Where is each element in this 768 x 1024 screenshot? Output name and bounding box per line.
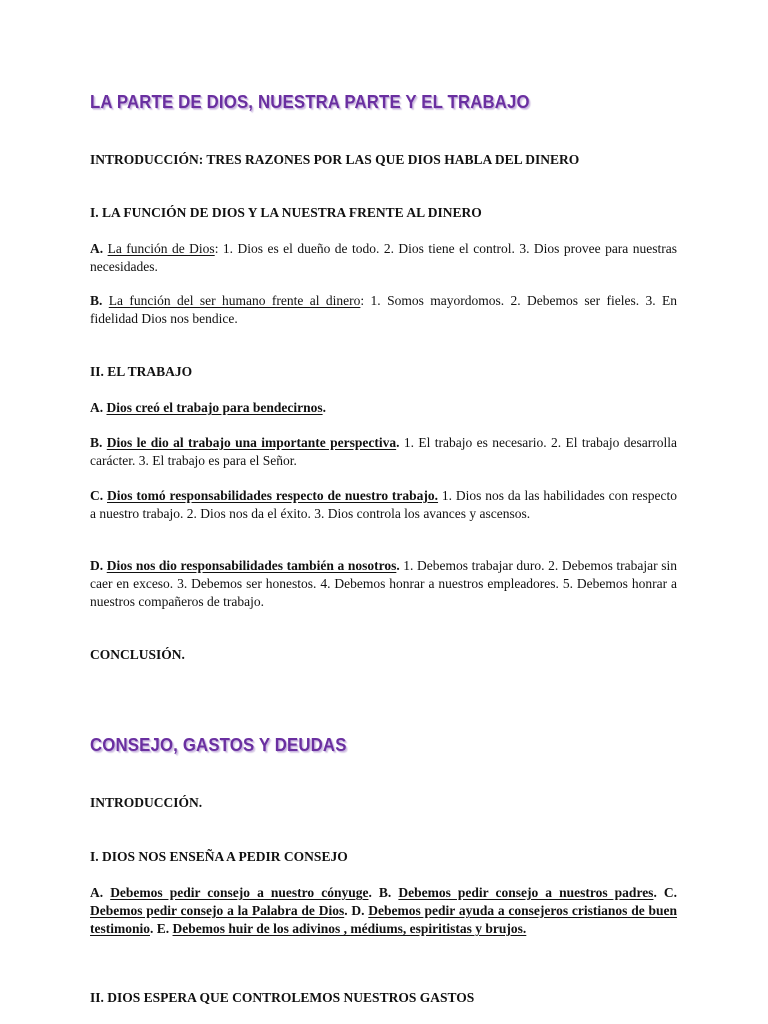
advice-c-sep: . xyxy=(344,903,352,918)
work-a-label: A. xyxy=(90,400,107,415)
item-b-title: La función del ser humano frente al dinero xyxy=(108,293,361,308)
work-b-body: 1. El trabajo es necesario. 2. El trabajo desarrolla carácter. 3. El trabajo es para el Señor. xyxy=(90,435,677,468)
section1-intro: INTRODUCCIÓN: TRES RAZONES POR LAS QUE DIOS HABLA DEL DINERO xyxy=(90,152,580,167)
section2-intro: INTRODUCCIÓN. xyxy=(90,795,203,810)
advice-a-sep: . xyxy=(368,885,379,900)
advice-b-label: B. xyxy=(378,885,399,900)
item-b-sep: : xyxy=(360,293,365,308)
item-b-label: B. xyxy=(90,293,109,308)
section2-title: CONSEJO, GASTOS Y DEUDAS xyxy=(90,735,347,755)
advice-b-sep: . xyxy=(653,885,664,900)
advice-d-label: D. xyxy=(351,903,369,918)
section1-title: LA PARTE DE DIOS, NUESTRA PARTE Y EL TRABAJO xyxy=(90,92,530,112)
work-c-label: C. xyxy=(90,488,107,503)
work-a-title: Dios creó el trabajo para bendecirnos xyxy=(106,400,323,415)
section1-part2-heading: II. EL TRABAJO xyxy=(90,364,193,379)
work-b-sep: . xyxy=(396,435,400,450)
section1-part1-heading: I. LA FUNCIÓN DE DIOS Y LA NUESTRA FRENTE AL DINERO xyxy=(90,205,482,220)
work-c-body: 1. Dios nos da las habilidades con respecto a nuestro trabajo. 2. Dios nos da el éxito. 3. Dios controla los avances y ascensos. xyxy=(90,488,678,521)
work-c-paragraph xyxy=(90,487,677,523)
work-b-title: Dios le dio al trabajo una importante perspectiva xyxy=(106,435,397,450)
advice-d-text: Debemos pedir ayuda a consejeros cristianos de buen testimonio xyxy=(90,903,677,936)
advice-e-label: E. xyxy=(156,921,173,936)
work-a-sep: . xyxy=(322,400,326,415)
work-d-title: Dios nos dio responsabilidades también a nosotros xyxy=(106,558,397,573)
work-d-label: D. xyxy=(90,558,107,573)
section1-conclusion: CONCLUSIÓN. xyxy=(90,647,185,662)
work-d-paragraph xyxy=(90,557,677,611)
work-d-body: 1. Debemos trabajar duro. 2. Debemos trabajar sin caer en exceso. 3. Debemos ser honestos. 4. Debemos honrar a nuestros empleadores. 5. Debemos honrar a nuestros compañeros de trabajo. xyxy=(90,558,677,609)
work-b-label: B. xyxy=(90,435,107,450)
work-c-title: Dios tomó responsabilidades respecto de nuestro trabajo. xyxy=(107,488,439,503)
item-b-body: 1. Somos mayordomos. 2. Debemos ser fieles. 3. En fidelidad Dios nos bendice. xyxy=(90,293,677,326)
advice-a-text: Debemos pedir consejo a nuestro cónyuge xyxy=(110,885,369,900)
item-a-label: A. xyxy=(90,241,108,256)
advice-c-label: C. xyxy=(663,885,677,900)
advice-d-sep: . xyxy=(150,921,157,936)
advice-b-text: Debemos pedir consejo a nuestros padres xyxy=(398,885,654,900)
advice-c-text: Debemos pedir consejo a la Palabra de Dios xyxy=(90,903,345,918)
work-a-paragraph xyxy=(90,399,677,417)
advice-a-label: A. xyxy=(90,885,111,900)
work-d-sep: . xyxy=(396,558,400,573)
item-a-body: 1. Dios es el dueño de todo. 2. Dios tiene el control. 3. Dios provee para nuestras necesidades. xyxy=(90,241,677,274)
item-b-paragraph xyxy=(90,292,677,328)
advice-e-text: Debemos huir de los adivinos , médiums, espiritistas y brujos. xyxy=(172,921,527,936)
advice-paragraph xyxy=(90,884,677,938)
item-a-sep: : xyxy=(214,241,219,256)
item-a-paragraph xyxy=(90,240,677,276)
section2-part2-heading: II. DIOS ESPERA QUE CONTROLEMOS NUESTROS GASTOS xyxy=(90,990,475,1005)
item-a-title: La función de Dios xyxy=(107,241,215,256)
section2-part1-heading: I. DIOS NOS ENSEÑA A PEDIR CONSEJO xyxy=(90,849,348,864)
work-b-paragraph xyxy=(90,434,677,470)
